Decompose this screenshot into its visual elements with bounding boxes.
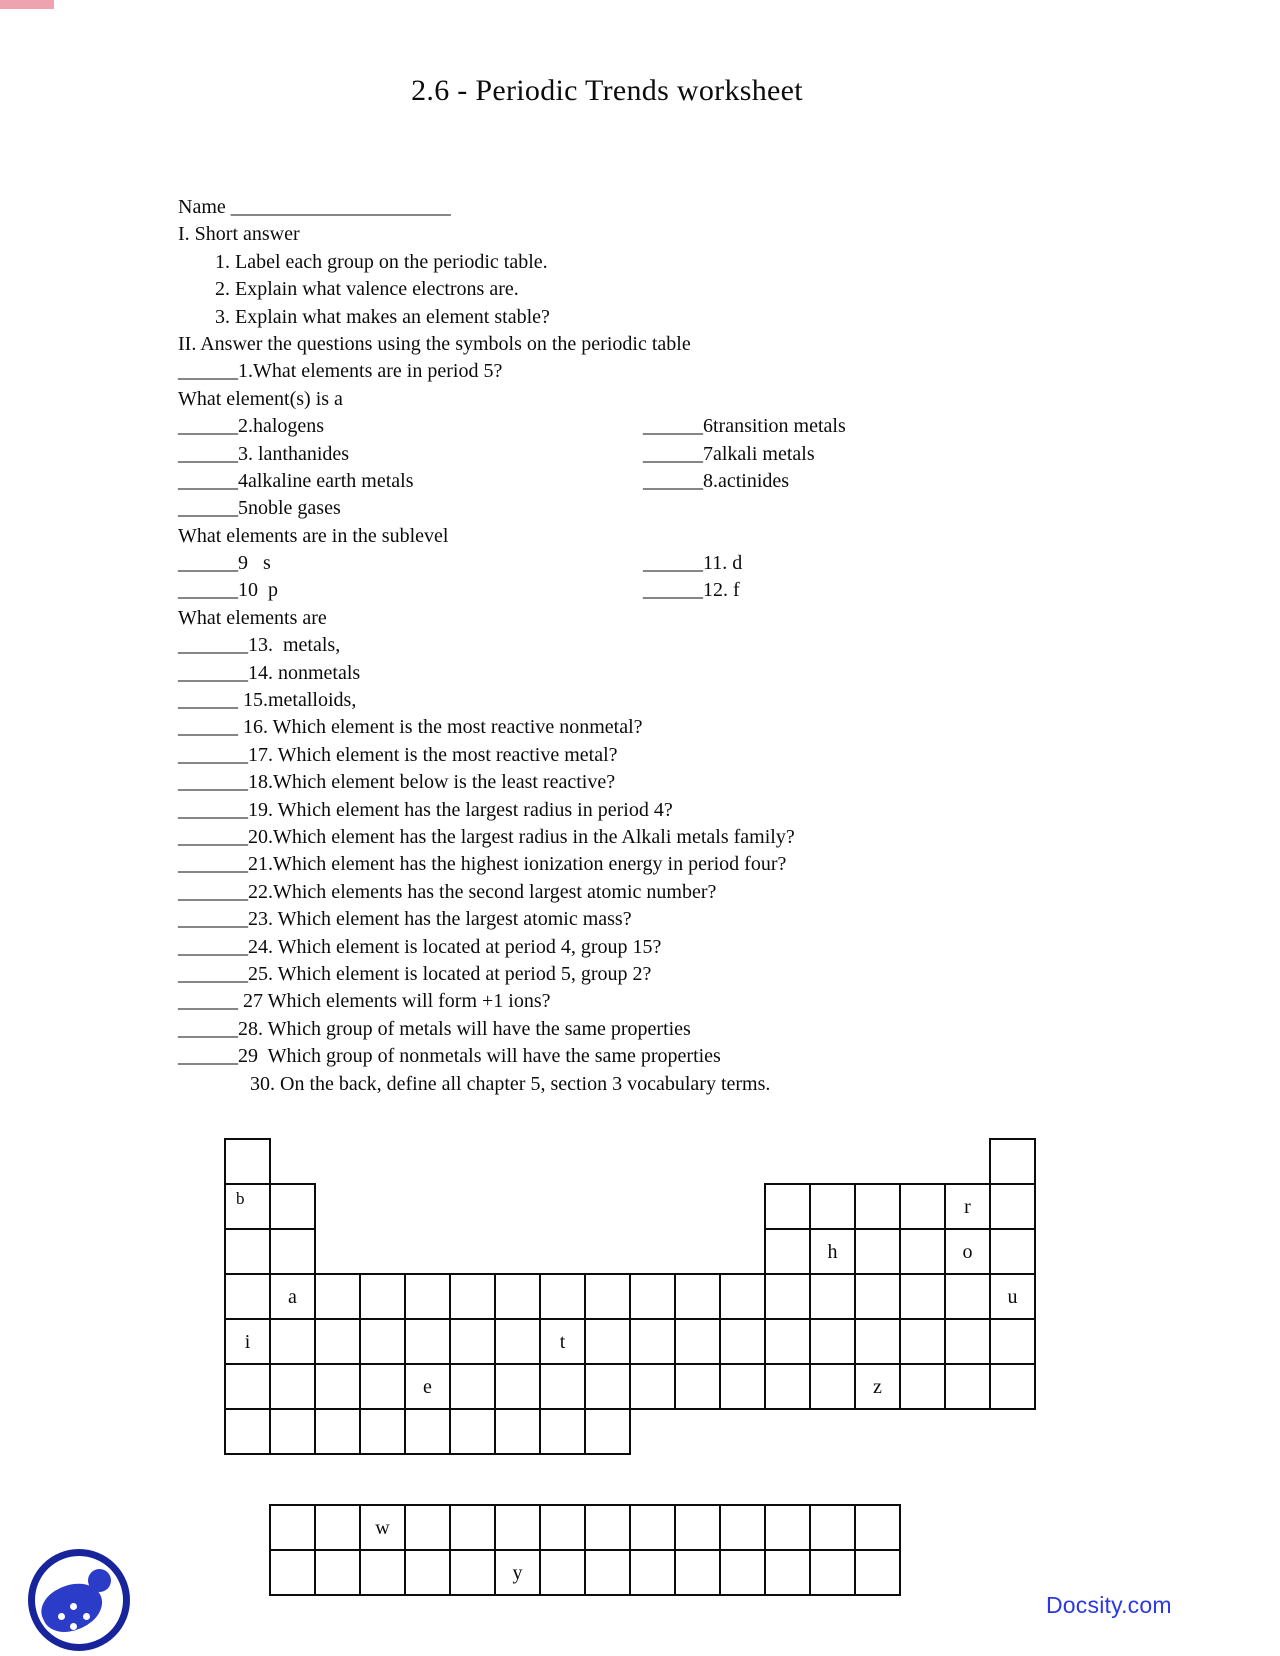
worksheet-line [178,961,1118,988]
periodic-table-cell [224,1273,271,1320]
line-text: _______25. Which element is located at period 5, group 2? [178,962,652,985]
periodic-table-cell [944,1273,991,1320]
worksheet-line [178,742,1118,769]
periodic-table-cell [854,1363,901,1410]
periodic-table-cell [989,1273,1036,1320]
periodic-table-cell [449,1504,496,1551]
worksheet-line [178,221,1118,248]
line-text: ______ 15.metalloids, [178,689,357,712]
periodic-table-cell [449,1363,496,1410]
line-text: _______20.Which element has the largest radius in the Alkali metals family? [178,825,795,848]
periodic-table-cell [314,1504,361,1551]
periodic-table-cell [989,1363,1036,1410]
periodic-table-cell [854,1273,901,1320]
line-text: ______10 p [178,579,278,602]
periodic-table-cell [449,1408,496,1455]
periodic-table-cell [809,1183,856,1230]
periodic-table-cell [809,1318,856,1365]
periodic-table-cell [944,1318,991,1365]
element-letter: u [1007,1285,1018,1308]
worksheet-line [178,358,1118,385]
periodic-table-cell [854,1549,901,1596]
periodic-table-cell [989,1138,1036,1185]
periodic-table-cell [404,1549,451,1596]
periodic-table-cell [224,1183,271,1230]
line-text: II. Answer the questions using the symbols on the periodic table [178,332,691,355]
periodic-table-cell [854,1504,901,1551]
periodic-table-cell [269,1228,316,1275]
logo-dot [70,1623,77,1630]
periodic-table-cell [764,1504,811,1551]
worksheet-line [178,304,1118,331]
periodic-table-cell [584,1363,631,1410]
periodic-table-cell [359,1318,406,1365]
scan-artifact [0,0,54,9]
periodic-table-cell [584,1318,631,1365]
periodic-table-cell [764,1549,811,1596]
line-text: 30. On the back, define all chapter 5, section 3 vocabulary terms. [250,1072,771,1095]
worksheet-line [178,1043,1118,1070]
periodic-table-cell [314,1363,361,1410]
periodic-table-cell [449,1273,496,1320]
periodic-table-cell [764,1228,811,1275]
line-text: 3. Explain what makes an element stable? [215,305,550,328]
periodic-table-cell [764,1183,811,1230]
periodic-table-cell [764,1273,811,1320]
worksheet-line [178,550,1118,577]
line-text-right: ______11. d [643,552,743,575]
periodic-table-cell [584,1273,631,1320]
worksheet-line [178,797,1118,824]
element-letter: r [964,1195,971,1218]
periodic-table-cell [629,1363,676,1410]
worksheet-line [178,468,1118,495]
periodic-table-cell [674,1549,721,1596]
line-text: _______17. Which element is the most reactive metal? [178,743,618,766]
periodic-table-cell [629,1273,676,1320]
periodic-table-cell [584,1408,631,1455]
element-letter: e [423,1375,432,1398]
periodic-table-cell [989,1183,1036,1230]
worksheet-line [178,906,1118,933]
periodic-table-cell [809,1504,856,1551]
element-letter: i [244,1330,251,1353]
periodic-table-cell [224,1318,271,1365]
periodic-table-cell [899,1273,946,1320]
periodic-table-cell [719,1549,766,1596]
periodic-table-cell [719,1273,766,1320]
periodic-table-cell [404,1504,451,1551]
line-text: ______ 27 Which elements will form +1 ions? [178,990,551,1013]
periodic-table-cell [404,1408,451,1455]
periodic-table-cell [224,1228,271,1275]
periodic-table-cell [494,1504,541,1551]
worksheet-line [178,386,1118,413]
periodic-table-cell [809,1228,856,1275]
periodic-table-cell [359,1273,406,1320]
worksheet-line [178,687,1118,714]
periodic-table-cell [584,1549,631,1596]
line-text: ______4alkaline earth metals [178,469,414,492]
periodic-table-cell [989,1228,1036,1275]
periodic-table-cell [629,1549,676,1596]
line-text: _______14. nonmetals [178,661,361,684]
periodic-table-cell [674,1273,721,1320]
periodic-table-cell [674,1318,721,1365]
line-text: What element(s) is a [178,387,343,410]
periodic-table-cell [269,1318,316,1365]
periodic-table-cell [854,1318,901,1365]
periodic-table-cell [674,1363,721,1410]
line-text: ______3. lanthanides [178,442,350,465]
worksheet-line [178,441,1118,468]
line-text-right: ______6transition metals [643,415,846,438]
line-text: _______24. Which element is located at period 4, group 15? [178,935,662,958]
periodic-table-cell [494,1318,541,1365]
periodic-table-cell [764,1363,811,1410]
line-text: ______ 16. Which element is the most reactive nonmetal? [178,716,643,739]
docsity-logo-icon [28,1549,130,1651]
worksheet-line [178,988,1118,1015]
line-text: ______28. Which group of metals will have the same properties [178,1017,691,1040]
element-letter: a [288,1285,297,1308]
worksheet-line [178,851,1118,878]
page-title: 2.6 - Periodic Trends worksheet [411,74,803,107]
element-letter: w [375,1516,390,1539]
periodic-table-cell [269,1183,316,1230]
periodic-table-cell [899,1228,946,1275]
line-text: _______13. metals, [178,634,341,657]
periodic-table-cell [629,1504,676,1551]
line-text: I. Short answer [178,223,300,246]
periodic-table-cell [314,1318,361,1365]
periodic-table-cell [359,1408,406,1455]
line-text: _______23. Which element has the largest atomic mass? [178,908,632,931]
periodic-table-cell [944,1183,991,1230]
worksheet-line [178,577,1118,604]
periodic-table-cell [944,1363,991,1410]
periodic-table-cell [539,1504,586,1551]
periodic-table-cell [269,1363,316,1410]
periodic-table-cell [854,1183,901,1230]
periodic-table-cell [584,1504,631,1551]
periodic-table-cell [719,1363,766,1410]
worksheet-line [178,632,1118,659]
periodic-table-cell [224,1408,271,1455]
line-text: What elements are in the sublevel [178,524,449,547]
worksheet-line [178,331,1118,358]
element-letter: t [559,1330,566,1353]
periodic-table-cell [764,1318,811,1365]
element-letter: b [236,1189,245,1208]
periodic-table-cell [314,1408,361,1455]
periodic-table-cell [449,1318,496,1365]
periodic-table-cell [269,1408,316,1455]
periodic-table-cell [899,1183,946,1230]
line-text: 2. Explain what valence electrons are. [215,278,519,301]
periodic-table-cell [404,1363,451,1410]
periodic-table-cell [719,1504,766,1551]
docsity-link[interactable]: Docsity.com [1046,1592,1172,1618]
worksheet-line [178,495,1118,522]
periodic-table-cell [404,1318,451,1365]
worksheet-line [178,1016,1118,1043]
element-letter: z [873,1375,882,1398]
periodic-table-cell [539,1318,586,1365]
periodic-table-cell [494,1408,541,1455]
worksheet-line [178,276,1118,303]
periodic-table-cell [674,1504,721,1551]
line-text: _______18.Which element below is the least reactive? [178,771,616,794]
element-letter: h [827,1240,838,1263]
periodic-table-cell [224,1138,271,1185]
worksheet-line [178,824,1118,851]
periodic-table-cell [269,1273,316,1320]
periodic-table-cell [224,1363,271,1410]
periodic-table-cell [269,1504,316,1551]
worksheet-line [178,879,1118,906]
logo-dot [70,1603,77,1610]
periodic-table-cell [359,1549,406,1596]
periodic-table-cell [404,1273,451,1320]
periodic-table-cell [944,1228,991,1275]
periodic-table-cell [629,1318,676,1365]
periodic-table-cell [809,1363,856,1410]
periodic-table-cell [269,1549,316,1596]
periodic-table-cell [809,1273,856,1320]
periodic-table-cell [899,1363,946,1410]
line-text: _______19. Which element has the largest radius in period 4? [178,798,673,821]
periodic-table-cell [539,1273,586,1320]
periodic-table-cell [854,1228,901,1275]
line-text-right: ______8.actinides [643,469,790,492]
periodic-table-cell [449,1549,496,1596]
periodic-table-cell [314,1273,361,1320]
logo-dot [58,1613,65,1620]
worksheet-line [178,605,1118,632]
periodic-table-cell [809,1549,856,1596]
line-text: ______9 s [178,552,271,575]
line-text: ______29 Which group of nonmetals will have the same properties [178,1045,721,1068]
line-text-right: ______7alkali metals [643,442,815,465]
line-text-right: ______12. f [643,579,740,602]
element-letter: o [962,1240,973,1263]
periodic-table-cell [359,1504,406,1551]
periodic-table-cell [539,1408,586,1455]
line-text: ______1.What elements are in period 5? [178,360,503,383]
worksheet-line [178,660,1118,687]
line-text: ______5noble gases [178,497,341,520]
worksheet-line [178,194,1118,221]
periodic-table-cell [314,1549,361,1596]
periodic-table-cell [539,1363,586,1410]
periodic-table-cell [494,1549,541,1596]
line-text: _______22.Which elements has the second largest atomic number? [178,880,717,903]
periodic-table-cell [539,1549,586,1596]
periodic-table-cell [899,1318,946,1365]
worksheet-line [178,1071,1118,1098]
periodic-table-cell [494,1273,541,1320]
worksheet-line [178,714,1118,741]
worksheet-line [178,249,1118,276]
worksheet-line [178,523,1118,550]
line-text: _______21.Which element has the highest ionization energy in period four? [178,853,787,876]
periodic-table-cell [359,1363,406,1410]
periodic-table-cell [989,1318,1036,1365]
line-text: 1. Label each group on the periodic table. [215,250,548,273]
worksheet-body [178,194,1118,1098]
worksheet-line [178,934,1118,961]
logo-dot [83,1613,90,1620]
line-text: What elements are [178,606,327,629]
periodic-table-cell [494,1363,541,1410]
element-letter: y [512,1561,523,1584]
line-text: Name ______________________ [178,196,451,218]
logo-knob-shape [88,1569,111,1592]
worksheet-line [178,413,1118,440]
worksheet-line [178,769,1118,796]
line-text: ______2.halogens [178,415,325,438]
periodic-table-cell [719,1318,766,1365]
